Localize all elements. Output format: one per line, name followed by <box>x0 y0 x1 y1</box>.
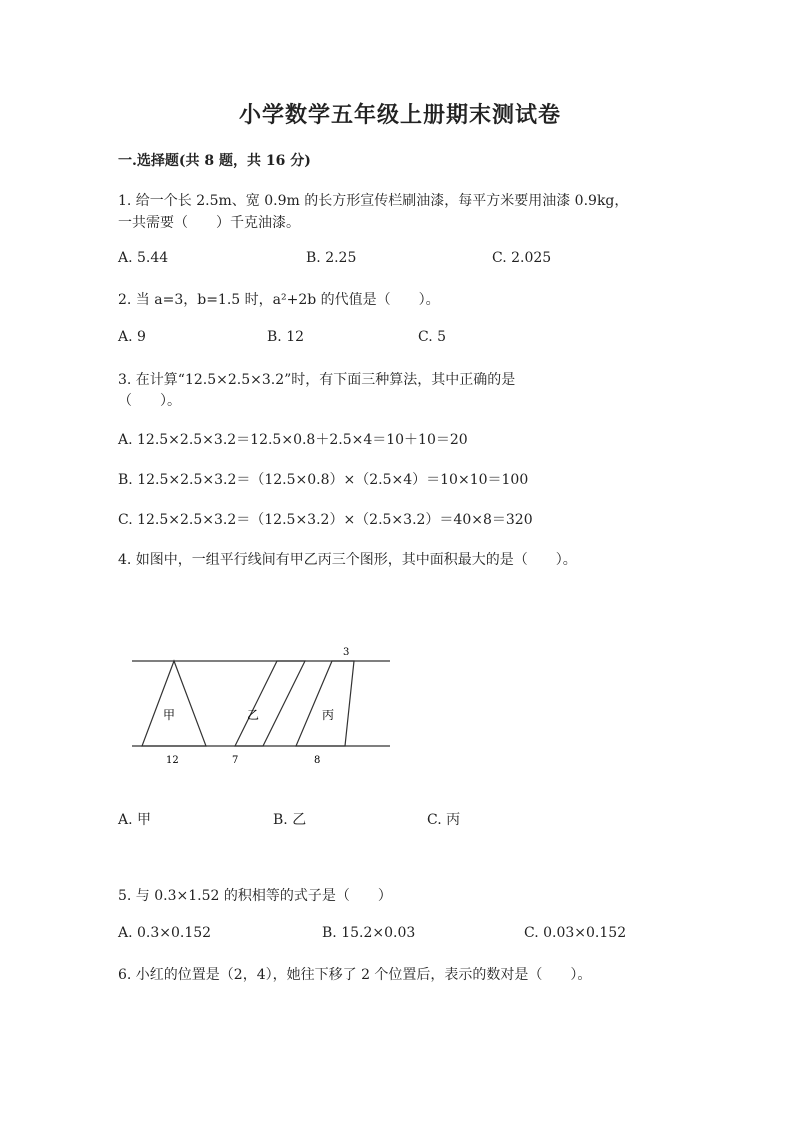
dimension-7: 7 <box>232 755 239 766</box>
question-3-option-c: C. 12.5×2.5×3.2＝（12.5×3.2）×（2.5×3.2）＝40×8＝320 <box>118 512 533 528</box>
parallel-lines-figure <box>128 640 398 775</box>
question-2-option-c: C. 5 <box>418 329 447 345</box>
question-5-option-b: B. 15.2×0.03 <box>322 925 416 941</box>
question-1-option-a: A. 5.44 <box>118 250 169 266</box>
question-3-option-a: A. 12.5×2.5×3.2＝12.5×0.8＋2.5×4＝10＋10＝20 <box>118 432 468 448</box>
question-3-line-1: 3. 在计算“12.5×2.5×3.2”时，有下面三种算法，其中正确的是 <box>118 372 516 388</box>
parallelogram-yi <box>235 661 305 746</box>
label-yi: 乙 <box>247 708 260 722</box>
question-4-option-c: C. 丙 <box>427 812 461 828</box>
question-6-line-1: 6. 小红的位置是（2，4），她往下移了 2 个位置后，表示的数对是（ ）。 <box>118 967 592 983</box>
question-4-option-b: B. 乙 <box>273 812 307 828</box>
trapezoid-bing <box>296 661 354 746</box>
label-jia: 甲 <box>163 708 176 722</box>
question-2-option-b: B. 12 <box>267 329 305 345</box>
dimension-3: 3 <box>343 647 350 658</box>
dimension-12: 12 <box>166 755 179 766</box>
question-1-option-c: C. 2.025 <box>492 250 552 266</box>
question-2-line-1: 2. 当 a=3，b=1.5 时，a²+2b 的代值是（ ）。 <box>118 292 440 308</box>
triangle-jia <box>142 661 206 746</box>
page-title: 小学数学五年级上册期末测试卷 <box>238 102 561 128</box>
question-3-line-2: （ ）。 <box>118 393 181 409</box>
question-4-option-a: A. 甲 <box>118 812 152 828</box>
label-bing: 丙 <box>322 708 335 722</box>
question-2-option-a: A. 9 <box>118 329 146 345</box>
dimension-8: 8 <box>314 755 321 766</box>
question-5-option-a: A. 0.3×0.152 <box>118 925 212 941</box>
question-4-line-1: 4. 如图中，一组平行线间有甲乙丙三个图形，其中面积最大的是（ ）。 <box>118 552 577 568</box>
section-heading: 一.选择题(共 8 题，共 16 分) <box>118 153 311 169</box>
question-5-option-c: C. 0.03×0.152 <box>524 925 627 941</box>
question-5-line-1: 5. 与 0.3×1.52 的积相等的式子是（ ） <box>118 888 392 904</box>
question-3-option-b: B. 12.5×2.5×3.2＝（12.5×0.8）×（2.5×4）＝10×10＝100 <box>118 472 529 488</box>
question-1-line-2: 一共需要（ ）千克油漆。 <box>118 215 300 231</box>
question-1-option-b: B. 2.25 <box>306 250 357 266</box>
question-1-line-1: 1. 给一个长 2.5m、宽 0.9m 的长方形宣传栏刷油漆，每平方米要用油漆 0.9kg， <box>118 193 629 209</box>
